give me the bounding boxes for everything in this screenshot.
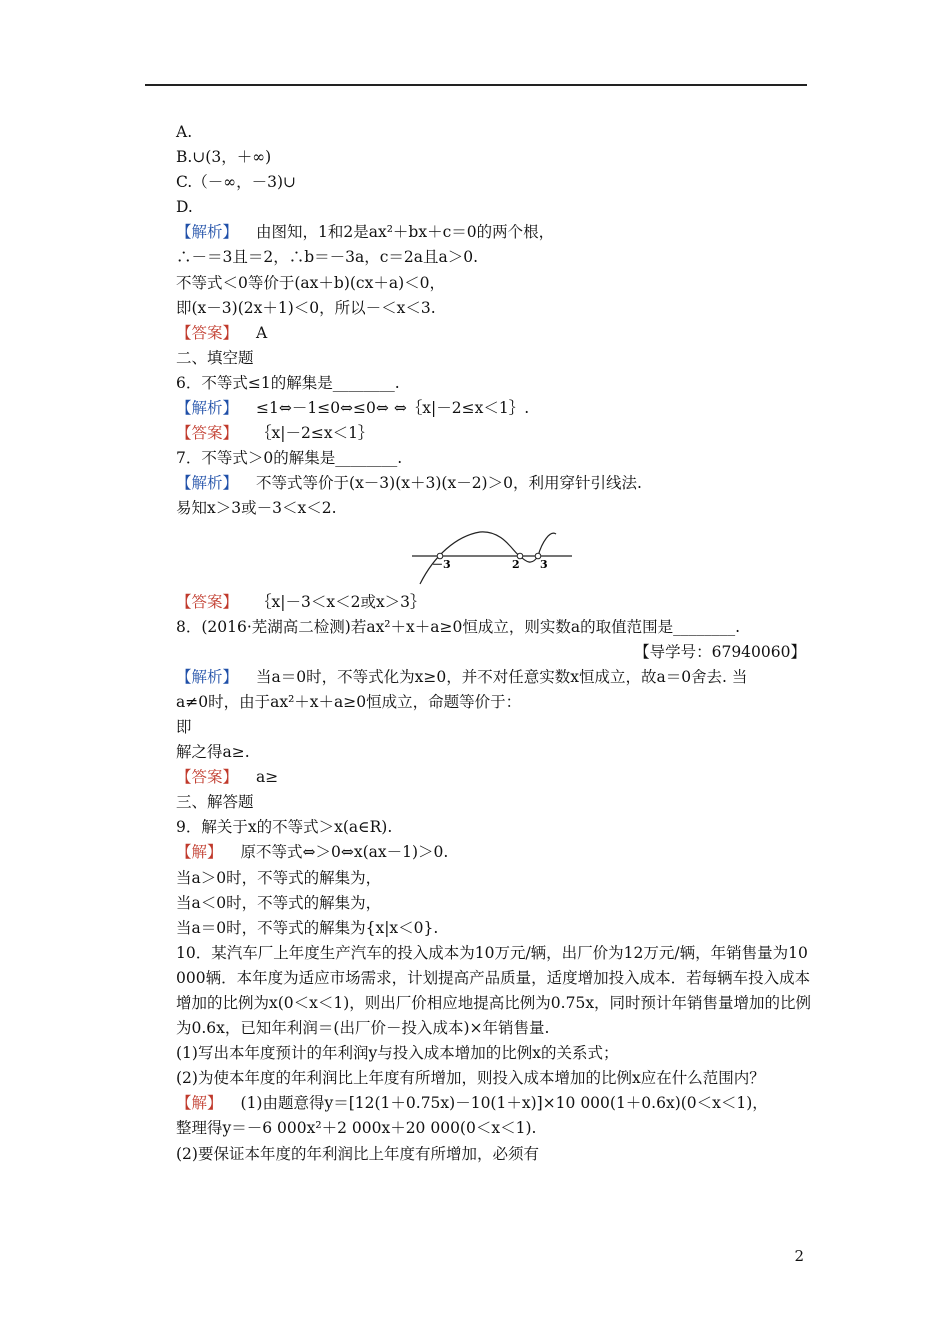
document-body <box>176 120 816 1167</box>
text-line <box>176 496 816 521</box>
text-line <box>176 840 816 865</box>
line-text: (1)写出本年度预计的年利润y与投入成本增加的比例x的关系式； <box>176 1044 619 1063</box>
answer-tag: 【答案】 <box>176 323 239 342</box>
line-text: 不等式＜0等价于(ax＋b)(cx＋a)＜0， <box>176 273 445 292</box>
line-text: 当a＞0时，不等式的解集为， <box>176 868 382 887</box>
line-text: 解之得a≥. <box>176 743 250 762</box>
answer-tag: 【答案】 <box>176 592 239 611</box>
text-line <box>176 145 816 170</box>
text-line <box>176 916 816 941</box>
line-text: B.∪(3，＋∞) <box>176 148 272 167</box>
line-text: a≥ <box>256 768 279 787</box>
text-line <box>176 1142 816 1167</box>
text-line <box>176 740 816 765</box>
text-line <box>176 815 816 840</box>
root-label-neg3: －3 <box>432 557 451 571</box>
page-number: 2 <box>794 1247 804 1265</box>
line-text: 即 <box>176 717 192 736</box>
text-line <box>176 346 816 371</box>
line-text: ｛x|－2≤x＜1｝ <box>256 424 374 443</box>
header-rule <box>145 84 807 86</box>
block-solution8-problem9 <box>176 665 816 941</box>
line-text: 当a＜0时，不等式的解集为， <box>176 893 382 912</box>
answer-tag: 【答案】 <box>176 424 239 443</box>
line-text: 由图知，1和2是ax²＋bx＋c＝0的两个根， <box>256 223 555 242</box>
line-text: 原不等式⇔＞0⇔x(ax－1)＞0. <box>240 843 449 862</box>
line-text: 当a＝0时，不等式化为x≥0，并不对任意实数x恒成立，故a＝0舍去. 当 <box>256 667 748 686</box>
line-text: C.（－∞，－3)∪ <box>176 173 297 192</box>
line-text: 9．解关于x的不等式＞x(a∈R). <box>176 818 393 837</box>
text-line <box>176 1116 816 1141</box>
block-solutions-5-7 <box>176 120 816 522</box>
text-line <box>176 891 816 916</box>
text-line <box>176 471 816 496</box>
analysis-tag: 【解析】 <box>176 474 239 493</box>
block-answer7-problem8 <box>176 590 816 640</box>
text-line <box>176 590 816 615</box>
line-text: 6．不等式≤1的解集是________. <box>176 373 400 392</box>
text-line <box>176 396 816 421</box>
text-line <box>176 866 816 891</box>
sign-graph <box>176 522 816 590</box>
text-line <box>176 665 816 690</box>
text-line <box>176 1066 816 1091</box>
line-text: ≤1⇔－1≤0⇔≤0⇔ ⇔｛x|－2≤x＜1｝. <box>256 399 530 418</box>
text-line <box>176 615 816 640</box>
line-text: 8．(2016·芜湖高二检测)若ax²＋x＋a≥0恒成立，则实数a的取值范围是________. <box>176 617 741 636</box>
solution-tag: 【解】 <box>176 1094 223 1113</box>
line-text: (1)由题意得y＝[12(1＋0.75x)－10(1＋x)]×10 000(1＋0.6x)(0＜x＜1)， <box>240 1094 768 1113</box>
text-line <box>176 321 816 346</box>
line-text: D. <box>176 198 193 217</box>
line-text: (2)为使本年度的年利润比上年度有所增加，则投入成本增加的比例x应在什么范围内？ <box>176 1069 765 1088</box>
line-text: ｛x|－3＜x＜2或x＞3｝ <box>256 592 426 611</box>
text-line <box>176 715 816 740</box>
line-text: 当a＝0时，不等式的解集为{x|x＜0}. <box>176 918 439 937</box>
text-line <box>176 371 816 396</box>
sign-curve-figure <box>406 522 576 586</box>
line-text: A <box>256 323 268 342</box>
analysis-tag: 【解析】 <box>176 667 239 686</box>
text-line <box>176 296 816 321</box>
answer-tag: 【答案】 <box>176 768 239 787</box>
text-line <box>176 1041 816 1066</box>
line-text: 二、填空题 <box>176 348 254 367</box>
line-text: 即(x－3)(2x＋1)＜0，所以－＜x＜3. <box>176 298 436 317</box>
text-line <box>176 120 816 145</box>
text-line <box>176 220 816 245</box>
analysis-tag: 【解析】 <box>176 223 239 242</box>
line-text: 三、解答题 <box>176 793 254 812</box>
text-line <box>176 765 816 790</box>
problem-10-statement: 10．某汽车厂上年度生产汽车的投入成本为10万元/辆，出厂价为12万元/辆，年销售量为10 000辆．本年度为适应市场需求，计划提高产品质量，适度增加投入成本．若每辆车投入成本增加的比例为x(0＜x＜1)，则出厂价相应地提高比例为0.75x，同时预计年销售量增加的比例为0.6x，已知年利润＝(出厂价－投入成本)×年销售量. <box>176 943 812 1038</box>
line-text: 易知x＞3或－3＜x＜2. <box>176 499 337 518</box>
text-line <box>176 690 816 715</box>
line-text: ∴－＝3且＝2，∴b＝－3a，c＝2a且a＞0. <box>176 248 479 267</box>
line-text: 不等式等价于(x－3)(x＋3)(x－2)＞0，利用穿针引线法. <box>256 474 642 493</box>
root-label-3: 3 <box>540 557 548 571</box>
root-label-2: 2 <box>512 557 520 571</box>
text-line <box>176 195 816 220</box>
line-text: a≠0时，由于ax²＋x＋a≥0恒成立，命题等价于： <box>176 692 522 711</box>
line-text: A. <box>176 123 193 141</box>
text-line <box>176 421 816 446</box>
block-problem10-parts <box>176 1041 816 1166</box>
solution-tag: 【解】 <box>176 843 223 862</box>
text-line <box>176 245 816 270</box>
text-line <box>176 446 816 471</box>
analysis-tag: 【解析】 <box>176 399 239 418</box>
guide-number: 【导学号：67940060】 <box>634 642 806 661</box>
text-line <box>176 1091 816 1116</box>
text-line <box>176 790 816 815</box>
text-line <box>176 170 816 195</box>
line-text: 7．不等式＞0的解集是________. <box>176 449 403 468</box>
text-line <box>176 271 816 296</box>
line-text: 整理得y＝－6 000x²＋2 000x＋20 000(0＜x＜1). <box>176 1119 537 1138</box>
line-text: (2)要保证本年度的年利润比上年度有所增加，必须有 <box>176 1144 539 1163</box>
